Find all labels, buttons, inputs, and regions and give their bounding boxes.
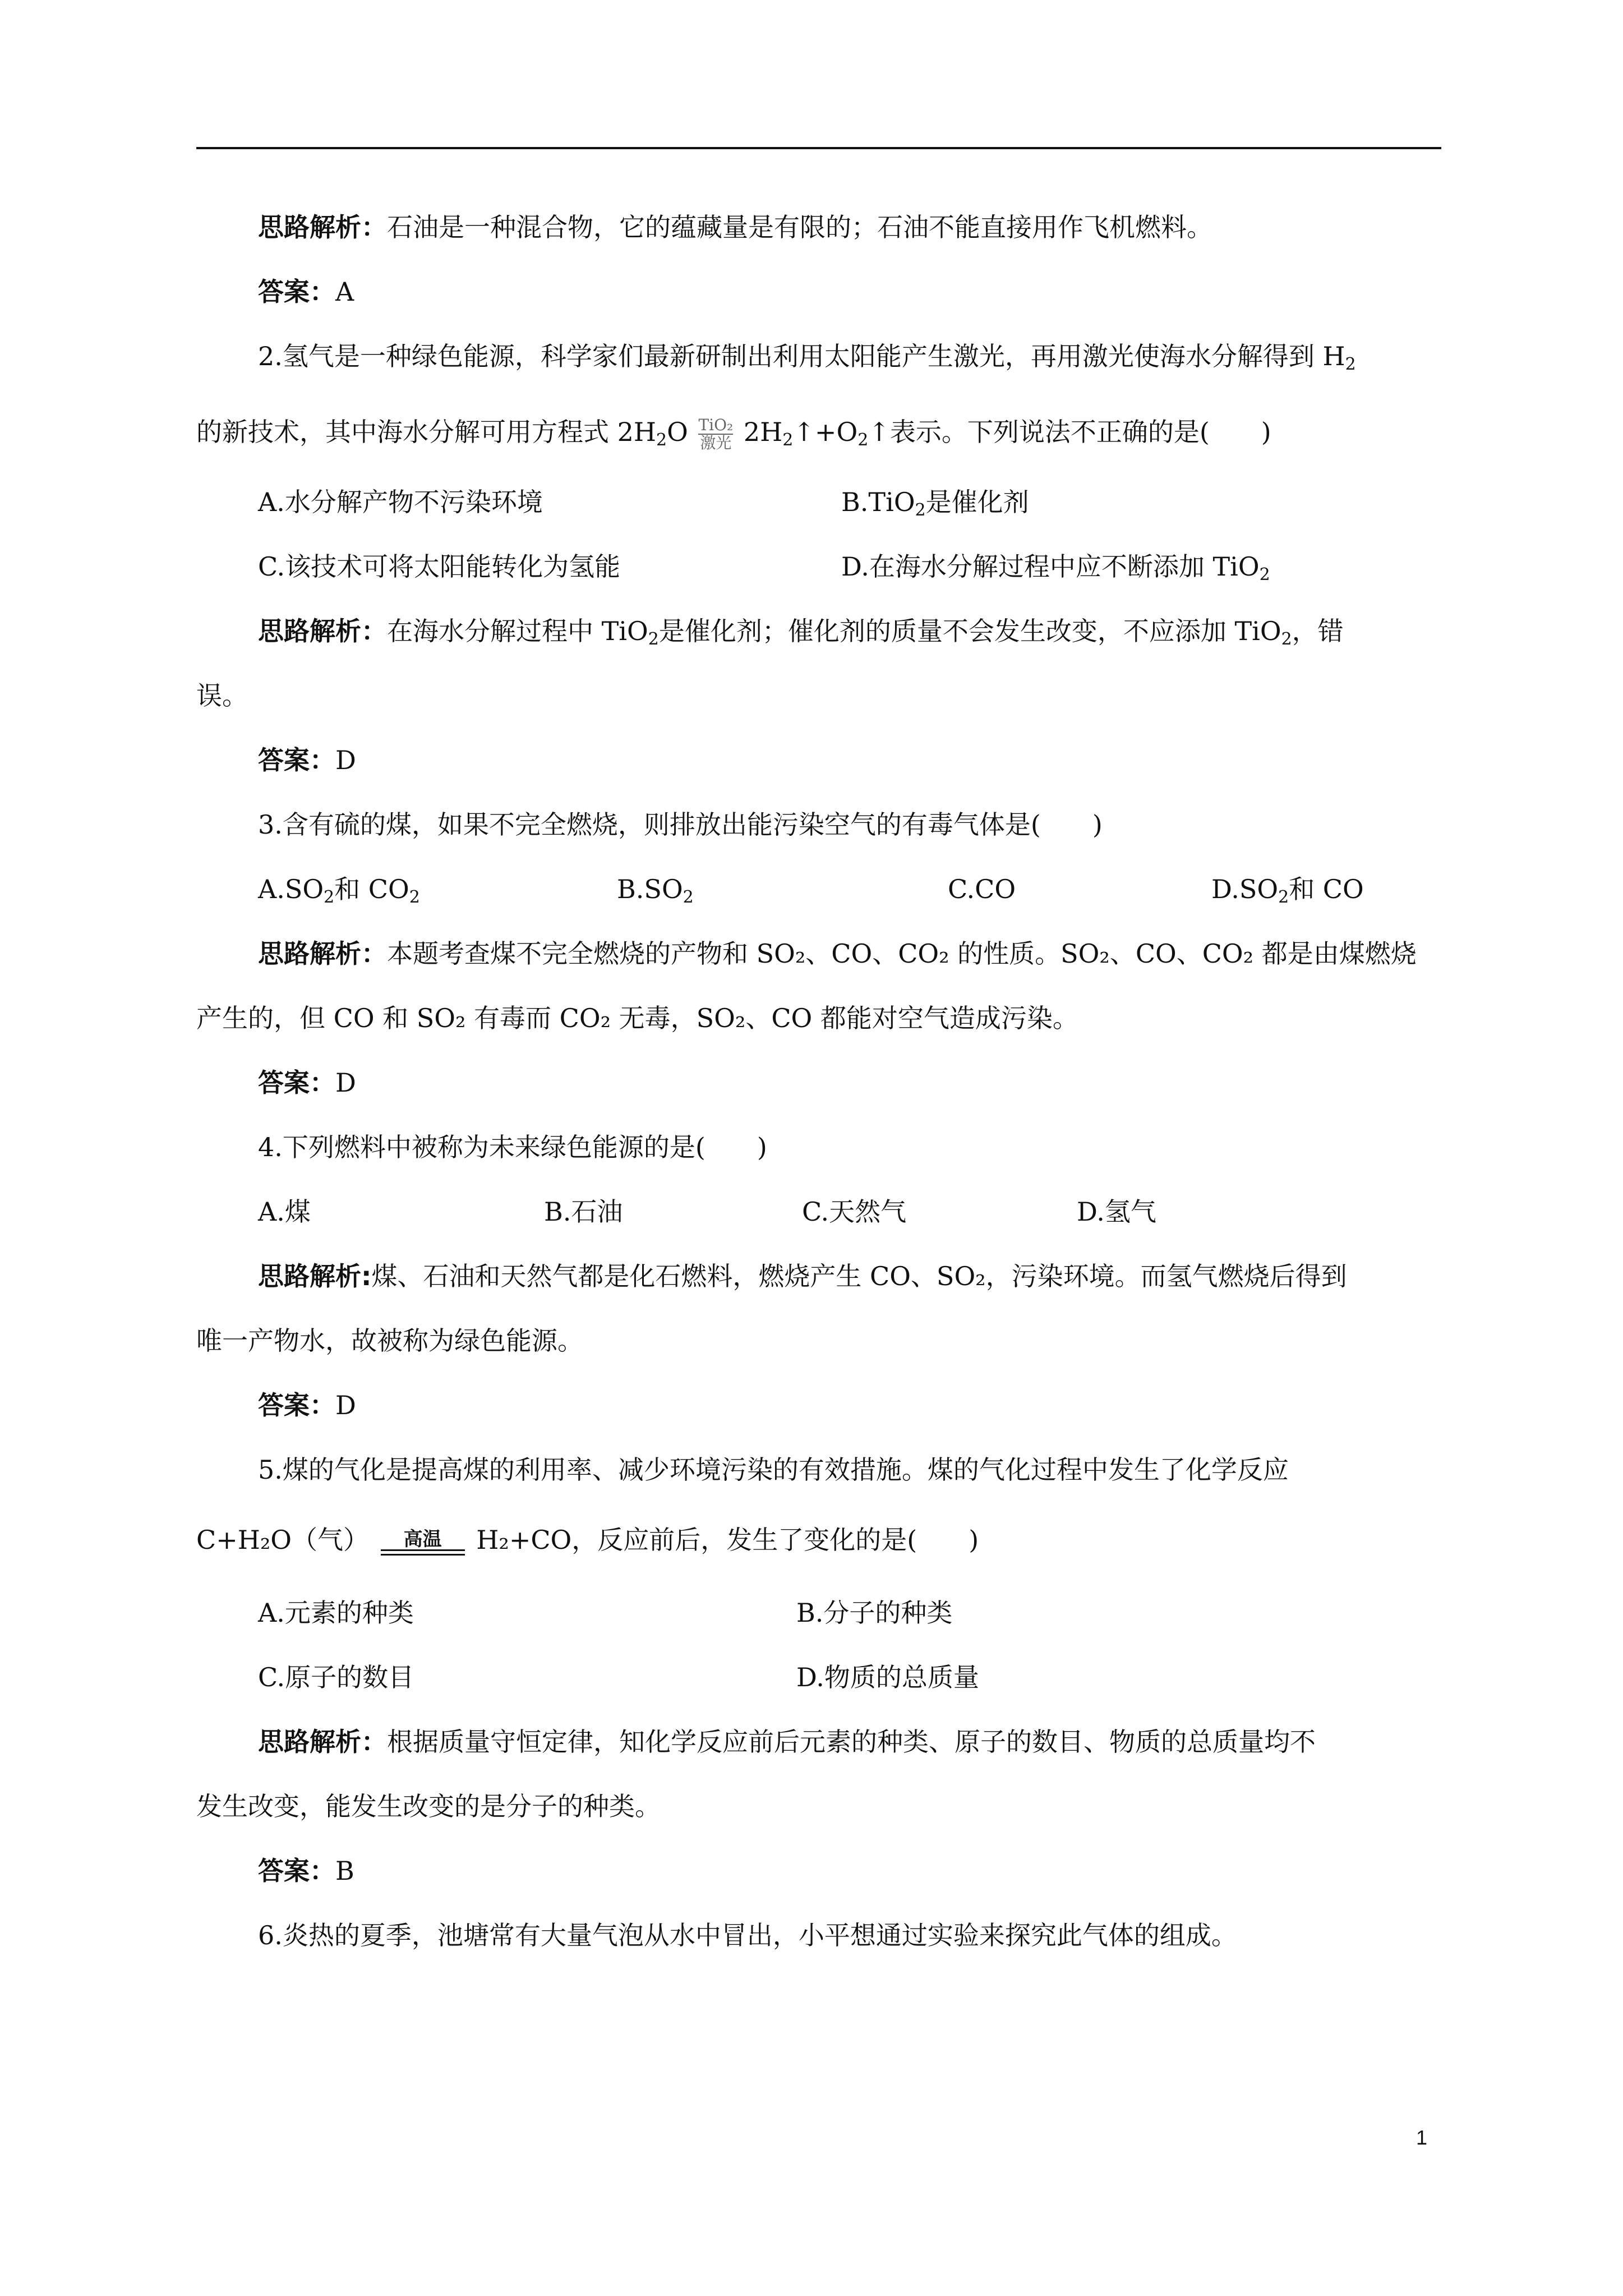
q1-analysis: 思路解析：石油是一种混合物，它的蕴藏量是有限的；石油不能直接用作飞机燃料。 [258, 212, 1212, 242]
q4-option-a: A.煤 [258, 1197, 311, 1227]
q3-stem: 3.含有硫的煤，如果不完全燃烧，则排放出能污染空气的有毒气体是( ) [258, 809, 1103, 840]
q3-option-d: $D.SO_2$和 CO [1211, 874, 1364, 907]
q2-option-d: D.在海水分解过程中应不断添加 TiO$_2$ [841, 551, 1270, 585]
q6-stem: 6.炎热的夏季，池塘常有大量气泡从水中冒出，小平想通过实验来探究此气体的组成。 [258, 1920, 1237, 1950]
q3-option-a: $A.SO_2$和 $CO_2$ [258, 874, 420, 907]
q4-option-b: B.石油 [544, 1197, 623, 1227]
top-rule [196, 147, 1441, 149]
q1-answer: 答案：A [258, 277, 354, 307]
q5-option-a: A.元素的种类 [258, 1598, 414, 1628]
reaction-condition: TiO₂ 激光 [698, 416, 734, 452]
q2-answer: 答案：D [258, 745, 356, 775]
q3-answer: 答案：D [258, 1068, 356, 1098]
q2-analysis-cont: 误。 [196, 680, 248, 711]
q4-stem: 4.下列燃料中被称为未来绿色能源的是( ) [258, 1132, 767, 1162]
q2-option-a: A.水分解产物不污染环境 [258, 487, 543, 517]
q5-option-b: B.分子的种类 [796, 1598, 953, 1628]
reaction-condition: 高温 [381, 1529, 465, 1556]
q5-answer: 答案：B [258, 1856, 354, 1886]
q5-analysis: 思路解析：根据质量守恒定律，知化学反应前后元素的种类、原子的数目、物质的总质量均不 [258, 1727, 1316, 1757]
q2-equation-line: 的新技术，其中海水分解可用方程式 $2H_2O$ TiO₂ 激光 $2H_2↑+O_2↑$表示。下列说法不正确的是( ) [196, 416, 1271, 452]
page-number: 1 [1416, 2126, 1428, 2149]
q4-analysis-cont: 唯一产物水，故被称为绿色能源。 [196, 1326, 583, 1356]
q4-option-c: C.天然气 [802, 1197, 907, 1227]
q3-analysis-cont: 产生的，但 CO 和 SO₂ 有毒而 CO₂ 无毒，SO₂、CO 都能对空气造成污染。 [196, 1003, 1078, 1033]
q3-analysis: 思路解析：本题考查煤不完全燃烧的产物和 SO₂、CO、CO₂ 的性质。SO₂、CO、CO₂ 都是由煤燃烧 [258, 938, 1417, 969]
q2-analysis: 思路解析：在海水分解过程中 TiO$_2$是催化剂；催化剂的质量不会发生改变，不应添加 TiO$_2$，错 [258, 616, 1344, 649]
q5-stem: 5.煤的气化是提高煤的利用率、减少环境污染的有效措施。煤的气化过程中发生了化学反应 [258, 1455, 1289, 1485]
q2-option-c: C.该技术可将太阳能转化为氢能 [258, 551, 621, 582]
q2-option-b: B.TiO$_2$是催化剂 [841, 487, 1029, 520]
q3-option-b: $B.SO_2$ [617, 874, 694, 907]
q4-answer: 答案：D [258, 1390, 356, 1420]
q5-analysis-cont: 发生改变，能发生改变的是分子的种类。 [196, 1791, 661, 1821]
q3-option-c: C.CO [948, 874, 1016, 904]
q4-option-d: D.氢气 [1077, 1197, 1156, 1227]
q5-option-c: C.原子的数目 [258, 1662, 414, 1692]
q4-analysis: 思路解析:煤、石油和天然气都是化石燃料，燃烧产生 CO、SO₂，污染环境。而氢气燃烧后得到 [258, 1261, 1347, 1291]
q5-equation-line: C+H₂O（气） 高温 H₂+CO，反应前后，发生了变化的是( ) [196, 1525, 979, 1555]
q2-stem: 2.氢气是一种绿色能源，科学家们最新研制出利用太阳能产生激光，再用激光使海水分解得到 $H_2$ [258, 341, 1356, 374]
q5-option-d: D.物质的总质量 [796, 1662, 979, 1692]
